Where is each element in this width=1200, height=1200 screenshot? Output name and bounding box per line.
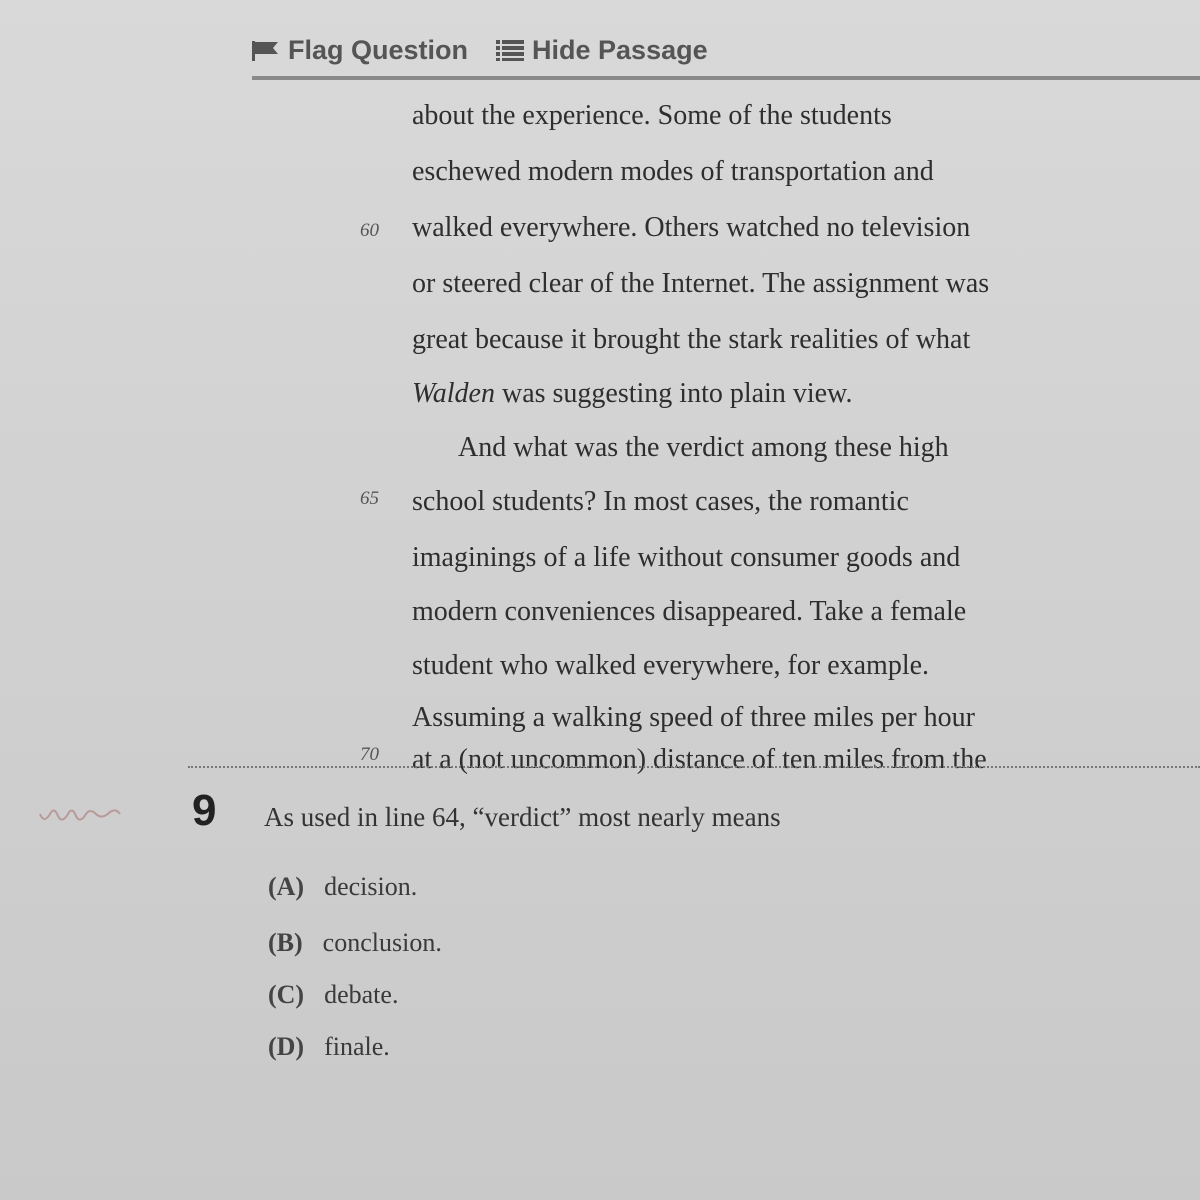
- line-number: 65: [360, 488, 379, 509]
- hide-passage-label: Hide Passage: [532, 34, 708, 65]
- choice-letter: (A): [268, 872, 305, 901]
- passage-line: And what was the verdict among these high: [458, 432, 949, 463]
- choice-text: finale.: [324, 1032, 390, 1061]
- choice-text: debate.: [324, 980, 399, 1009]
- passage-line: at a (not uncommon) distance of ten miles from the: [412, 744, 987, 775]
- answer-choice-b[interactable]: [268, 928, 442, 958]
- passage-line: eschewed modern modes of transportation and: [412, 156, 934, 187]
- choice-letter: (B): [268, 928, 303, 957]
- question-stem: As used in line 64, “verdict” most nearly means: [264, 802, 781, 832]
- choice-letter: (D): [268, 1032, 305, 1061]
- choice-text: decision.: [324, 872, 418, 901]
- passage-line: Assuming a walking speed of three miles per hour: [412, 702, 975, 733]
- flag-icon: [252, 39, 280, 61]
- choice-letter: (C): [268, 980, 305, 1009]
- answer-choice-c[interactable]: [268, 980, 398, 1010]
- passage-line: walked everywhere. Others watched no television: [412, 212, 971, 243]
- answer-choice-d[interactable]: [268, 1032, 390, 1062]
- passage-line: imaginings of a life without consumer goods and: [412, 542, 961, 573]
- passage-line: about the experience. Some of the students: [412, 100, 892, 131]
- passage-line: great because it brought the stark realities of what: [412, 324, 971, 355]
- question-toolbar: [252, 30, 708, 70]
- passage-line: [412, 378, 852, 410]
- flag-question-label: Flag Question: [288, 34, 469, 65]
- hide-passage-button[interactable]: [496, 35, 708, 66]
- passage-question-divider: [188, 766, 1200, 768]
- passage-line: or steered clear of the Internet. The assignment was: [412, 268, 990, 299]
- book-title: Walden: [412, 378, 495, 409]
- line-number: 70: [360, 744, 379, 765]
- handwritten-doodle: [36, 800, 126, 835]
- passage-line: school students? In most cases, the romantic: [412, 486, 909, 517]
- toolbar-divider: [252, 76, 1200, 80]
- question-number: 9: [192, 786, 217, 835]
- choice-text: conclusion.: [322, 928, 442, 957]
- passage-line: modern conveniences disappeared. Take a female: [412, 596, 967, 627]
- answer-choice-a[interactable]: [268, 872, 417, 902]
- passage-line: student who walked everywhere, for example.: [412, 650, 930, 681]
- flag-question-button[interactable]: [252, 35, 468, 66]
- passage-line-remainder: was suggesting into plain view.: [494, 378, 853, 409]
- list-icon: [496, 39, 524, 61]
- line-number: 60: [360, 220, 379, 241]
